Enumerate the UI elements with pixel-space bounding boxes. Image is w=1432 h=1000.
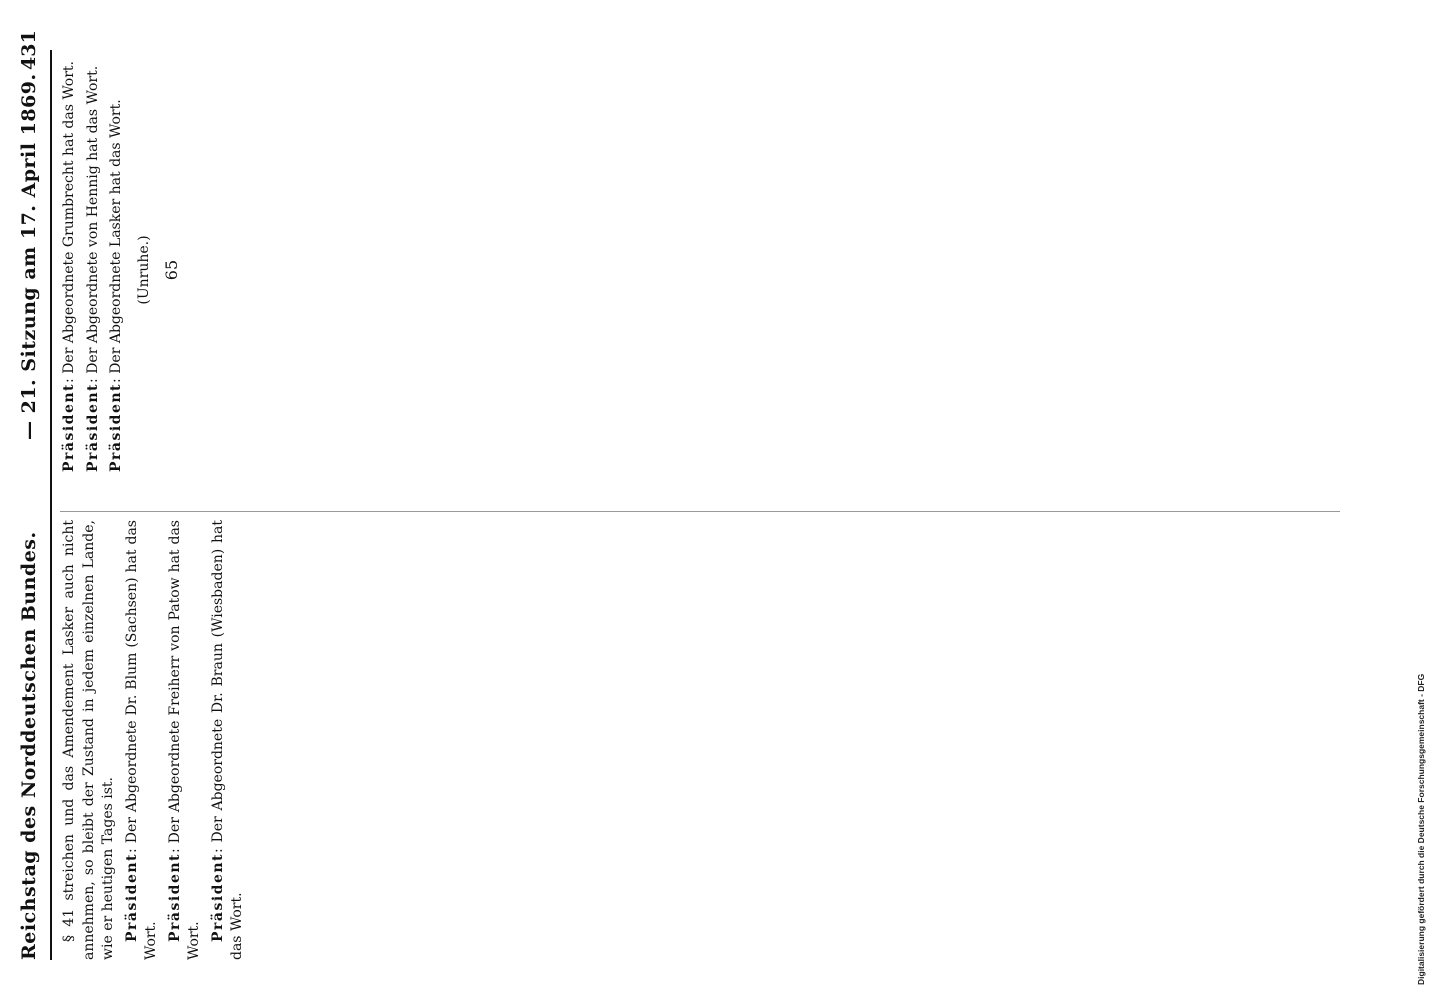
- speaker-name: Präsident: [123, 852, 140, 942]
- speaker-paragraph: [209, 520, 248, 960]
- speaker-paragraph: [84, 50, 104, 490]
- running-head-left: Reichstag des Norddeutschen Bundes.: [18, 531, 40, 960]
- speaker-paragraph: [166, 520, 205, 960]
- speaker-name: Präsident: [61, 382, 77, 472]
- paragraph: § 41 streichen und das Amendement Lasker auch nicht annehmen, so bleibt der Zustand in jedem einzelnen Lande, wie er heutigen Tages ist.: [61, 520, 116, 960]
- paragraph-text: : Der Abgeordnete Lasker hat das Wort.: [108, 99, 124, 383]
- stage-direction: (Unruhe.): [135, 235, 152, 305]
- paragraph-text: : Der Abgeordnete Grumbrecht hat das Wort.: [61, 61, 77, 383]
- speaker-name: Präsident: [166, 852, 183, 942]
- speaker-paragraph: [123, 520, 162, 960]
- right-column: [60, 50, 186, 490]
- digitization-credit: Digitalisierung gefördert durch die Deutsche Forschungsgemeinschaft - DFG: [1416, 673, 1426, 985]
- running-head-right: — 21. Sitzung am 17. April 1869.: [18, 73, 40, 440]
- column-divider: [60, 511, 1340, 512]
- speaker-paragraph: [60, 50, 80, 490]
- paragraph-text: : Der Abgeordnete Freiherr von Patow hat das Wort.: [166, 520, 202, 960]
- signature-mark: 65: [162, 259, 181, 281]
- left-column: [60, 520, 252, 960]
- page-number: 431: [18, 30, 40, 70]
- header-rule: [50, 50, 52, 960]
- speaker-name: Präsident: [84, 382, 101, 472]
- paragraph-text: : Der Abgeordnete von Hennig hat das Wort.: [84, 65, 101, 383]
- paragraph-text: : Der Abgeordnete Dr. Braun (Wiesbaden) hat das Wort.: [209, 520, 245, 960]
- paragraph-text: : Der Abgeordnete Dr. Blum (Sachsen) hat das Wort.: [123, 520, 159, 960]
- speaker-paragraph: [107, 50, 127, 490]
- speaker-name: Präsident: [108, 382, 124, 472]
- speaker-name: Präsident: [209, 852, 226, 942]
